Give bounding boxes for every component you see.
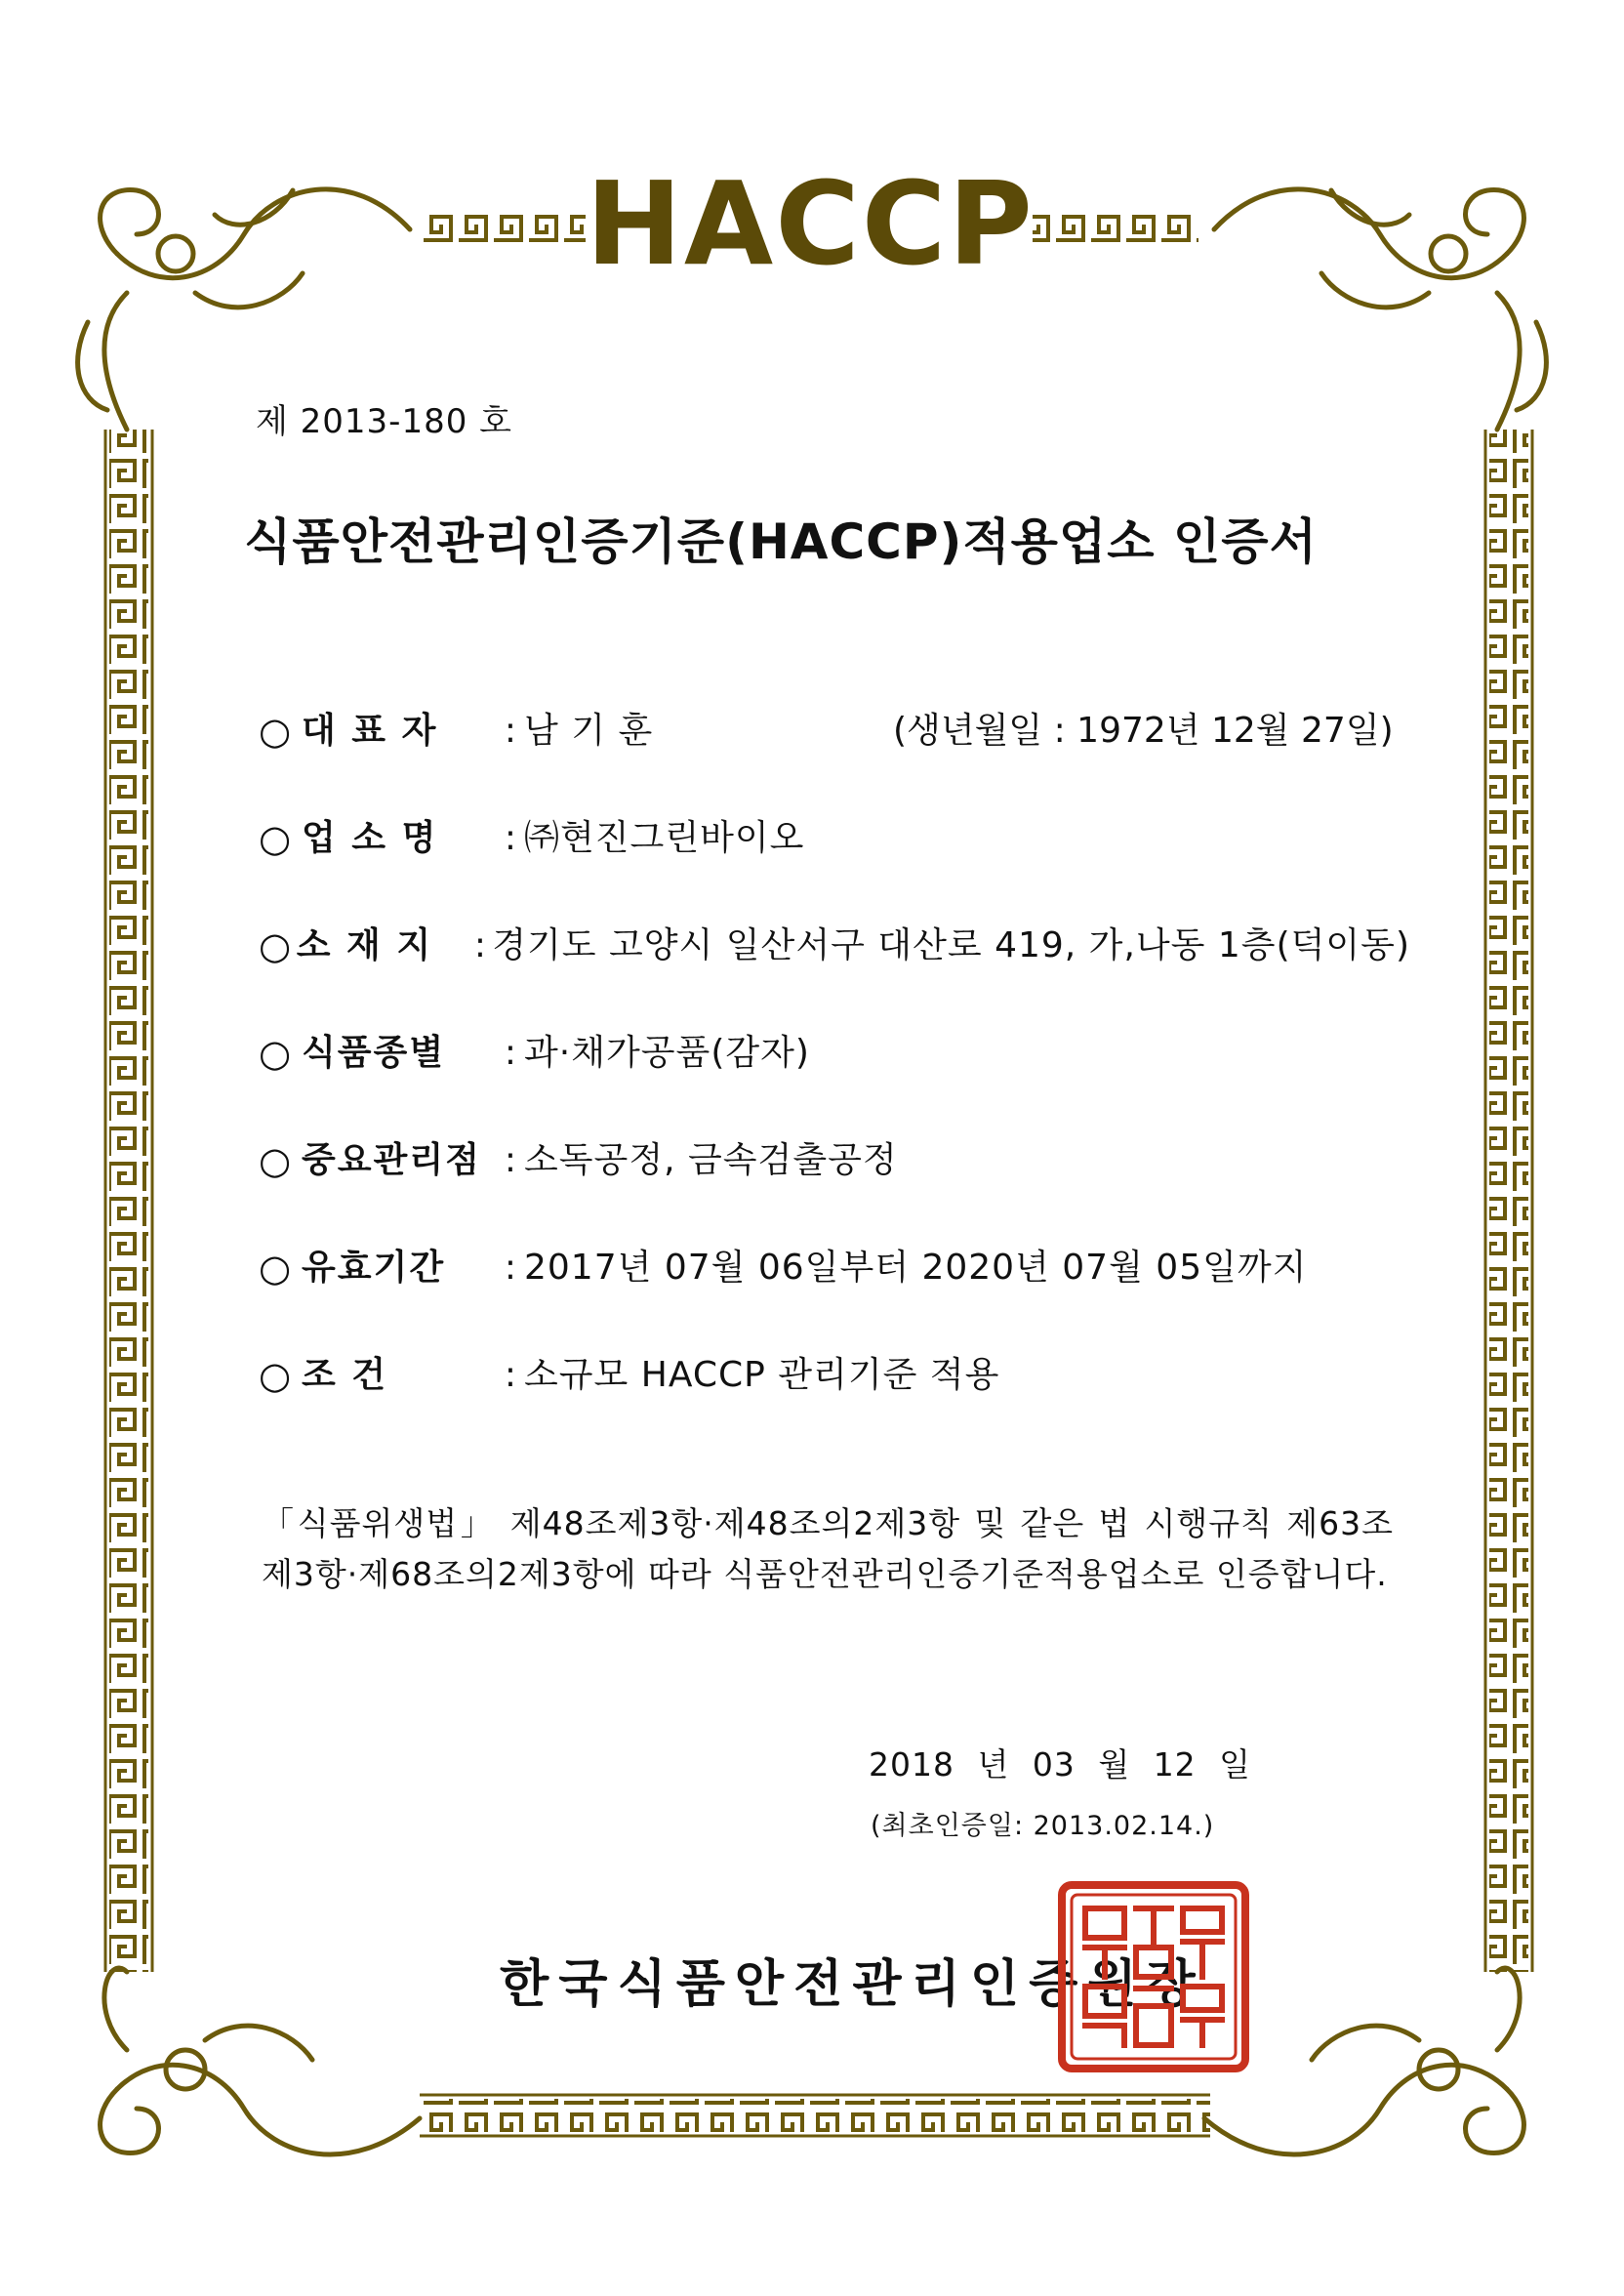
field-value: 남 기 훈 [524,711,654,751]
bullet-circle: ○ [259,710,292,753]
bullet-circle: ○ [259,1139,292,1182]
field-colon: : [504,1355,517,1395]
certificate-fields [259,708,1410,1459]
field-label: 소 재 지 [296,925,433,965]
certificate-number: 제 2013-180 호 [256,402,512,441]
bullet-circle: ○ [259,924,292,967]
bullet-circle: ○ [259,1032,292,1075]
bullet-circle: ○ [259,1247,292,1290]
field-validity [259,1245,1410,1352]
field-value: 2017년 07월 06일부터 2020년 07월 05일까지 [524,1248,1308,1288]
bullet-circle: ○ [259,817,292,860]
field-label: 대 표 자 [302,711,438,751]
field-label: 식품종별 [302,1033,446,1073]
field-ccp [259,1137,1410,1245]
field-food-type [259,1030,1410,1137]
birth-date: (생년월일 : 1972년 12월 27일) [893,711,1394,751]
field-label: 조 건 [302,1355,388,1395]
issue-date: 2018 년 03 월 12 일 [869,1745,1252,1784]
field-colon: : [473,925,486,965]
field-label: 중요관리점 [302,1140,481,1180]
field-condition [259,1352,1410,1459]
field-representative [259,708,1410,815]
field-label: 유효기간 [302,1248,446,1288]
first-certified-date: (최초인증일: 2013.02.14.) [871,1811,1215,1841]
field-business-name [259,815,1410,922]
bullet-circle: ○ [259,1354,292,1397]
field-location [259,922,1410,1030]
legal-statement: 「식품위생법」 제48조제3항·제48조의2제3항 및 같은 법 시행규칙 제63조제3항·제68조의2제3항에 따라 식품안전관리인증기준적용업소로 인증합니다. [262,1504,1394,1593]
field-colon: : [504,1033,517,1073]
field-value: 소규모 HACCP 관리기준 적용 [524,1355,1000,1395]
field-colon: : [504,711,517,751]
official-seal [1056,1879,1251,2074]
field-colon: : [504,1140,517,1180]
field-value: 소독공정, 금속검출공정 [524,1140,898,1180]
certificate-title: 식품안전관리인증기준(HACCP)적용업소 인증서 [244,513,1318,570]
field-colon: : [504,818,517,858]
field-value: ㈜현진그린바이오 [524,818,805,858]
field-label: 업 소 명 [302,818,438,858]
field-value: 경기도 고양시 일산서구 대산로 419, 가,나동 1층(덕이동) [492,925,1410,965]
haccp-emblem-title: HACCP [586,156,1035,291]
field-value: 과·채가공품(감자) [524,1033,810,1073]
field-colon: : [504,1248,517,1288]
issuer-name: 한국식품안전관리인증원장 [500,1955,1205,2014]
